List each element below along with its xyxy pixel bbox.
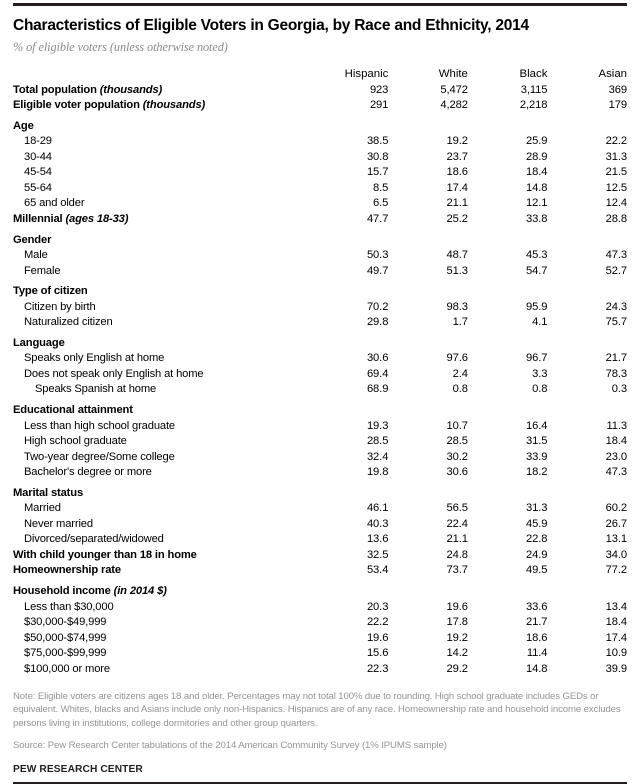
- table-row: [13, 501, 627, 517]
- table-row: [13, 465, 627, 481]
- cell-black: [468, 584, 548, 600]
- cell-asian: [547, 403, 627, 419]
- cell-black: 31.3: [526, 502, 548, 515]
- row-label: 65 and older: [24, 197, 85, 210]
- cell-asian: 369: [608, 83, 627, 96]
- cell-hispanic: 49.7: [366, 264, 389, 277]
- table-row: [13, 351, 627, 367]
- cell-white: [388, 284, 468, 300]
- row-label: Less than high school graduate: [24, 419, 175, 432]
- cell-white: [388, 584, 468, 600]
- cell-white: 73.7: [446, 564, 468, 577]
- cell-black: 18.2: [526, 466, 548, 479]
- cell-white: 1.7: [452, 316, 468, 329]
- cell-white: [388, 403, 468, 419]
- cell-hispanic: 13.6: [366, 533, 389, 546]
- cell-hispanic: 22.3: [366, 662, 389, 675]
- row-label: Total population (thousands): [13, 83, 163, 96]
- row-label: Marital status: [13, 486, 84, 499]
- cell-black: 14.8: [526, 181, 548, 194]
- cell-white: 5,472: [440, 83, 468, 96]
- cell-hispanic: 19.8: [366, 466, 389, 479]
- organization-name: PEW RESEARCH CENTER: [13, 763, 143, 775]
- table-row: [13, 300, 627, 316]
- cell-black: 33.6: [526, 600, 548, 613]
- cell-asian: 23.0: [605, 450, 627, 463]
- cell-black: 24.9: [526, 548, 548, 561]
- row-label: Naturalized citizen: [24, 316, 113, 329]
- cell-black: 14.8: [526, 662, 548, 675]
- cell-asian: 11.3: [606, 419, 627, 432]
- cell-hispanic: [309, 336, 389, 352]
- table-section-row: [13, 233, 627, 249]
- cell-black: 25.9: [526, 135, 548, 148]
- cell-black: [468, 403, 548, 419]
- table-row: [13, 196, 627, 212]
- row-label: Bachelor's degree or more: [24, 466, 152, 479]
- table-row: [13, 646, 627, 662]
- cell-asian: 10.9: [605, 647, 627, 660]
- cell-white: 29.2: [446, 662, 468, 675]
- row-label: Divorced/separated/widowed: [24, 533, 164, 546]
- column-header-hispanic: Hispanic: [344, 68, 389, 81]
- cell-hispanic: 15.6: [366, 647, 389, 660]
- table-row: [13, 367, 627, 383]
- row-label: Citizen by birth: [24, 300, 96, 313]
- cell-white: 10.7: [446, 419, 468, 432]
- table-row: [13, 662, 627, 678]
- cell-black: 3.3: [532, 367, 548, 380]
- cell-hispanic: 46.1: [366, 502, 389, 515]
- cell-white: 17.4: [446, 181, 468, 194]
- cell-hispanic: 30.6: [366, 352, 389, 365]
- page-subtitle: % of eligible voters (unless otherwise noted): [13, 40, 228, 55]
- row-label: Two-year degree/Some college: [24, 450, 175, 463]
- table-row: [13, 532, 627, 548]
- cell-white: [388, 486, 468, 502]
- cell-asian: 75.7: [605, 316, 627, 329]
- table-row: [13, 248, 627, 264]
- cell-white: 19.2: [446, 631, 468, 644]
- cell-black: [468, 486, 548, 502]
- cell-asian: 13.1: [605, 533, 627, 546]
- table-row: [13, 563, 627, 579]
- cell-asian: 47.3: [605, 249, 627, 262]
- table-section-row: [13, 336, 627, 352]
- row-label-qualifier: (in 2014 $): [113, 585, 167, 597]
- cell-hispanic: 47.7: [366, 212, 389, 225]
- cell-white: 0.8: [452, 383, 468, 396]
- row-label: Male: [24, 249, 48, 262]
- row-label: $50,000-$74,999: [24, 631, 107, 644]
- row-label: Less than $30,000: [24, 600, 114, 613]
- row-label: Married: [24, 502, 61, 515]
- row-label: Gender: [13, 233, 52, 246]
- cell-white: 2.4: [452, 367, 468, 380]
- cell-white: 97.6: [446, 352, 468, 365]
- cell-black: 12.1: [526, 197, 548, 210]
- cell-asian: 22.2: [605, 135, 627, 148]
- table-row: [13, 83, 627, 99]
- cell-asian: 12.5: [605, 181, 627, 194]
- table-row: [13, 134, 627, 150]
- cell-black: 28.9: [526, 150, 548, 163]
- row-label: 45-54: [24, 166, 52, 179]
- cell-asian: 77.2: [605, 564, 627, 577]
- cell-white: 30.6: [446, 466, 468, 479]
- row-label: Type of citizen: [13, 285, 88, 298]
- cell-black: 3,115: [520, 83, 548, 96]
- cell-asian: 60.2: [605, 502, 627, 515]
- row-label: High school graduate: [24, 435, 127, 448]
- table-row: [13, 212, 627, 228]
- cell-asian: 52.7: [605, 264, 627, 277]
- cell-white: 28.5: [446, 435, 468, 448]
- table-row: [13, 315, 627, 331]
- cell-white: 19.6: [446, 600, 468, 613]
- cell-white: 24.8: [446, 548, 468, 561]
- characteristics-table: [13, 67, 627, 677]
- cell-hispanic: 69.4: [366, 367, 389, 380]
- cell-black: 33.9: [526, 450, 548, 463]
- cell-hispanic: 68.9: [366, 383, 389, 396]
- cell-asian: [547, 336, 627, 352]
- cell-black: 18.6: [526, 631, 548, 644]
- cell-hispanic: 38.5: [366, 135, 389, 148]
- cell-black: 33.8: [526, 212, 548, 225]
- cell-hispanic: [309, 486, 389, 502]
- table-header: [13, 67, 627, 83]
- cell-asian: 18.4: [605, 616, 627, 629]
- row-label: $100,000 or more: [24, 662, 110, 675]
- cell-white: 4,282: [440, 99, 468, 112]
- row-label: 55-64: [24, 181, 52, 194]
- cell-black: 21.7: [526, 616, 548, 629]
- table-row: [13, 434, 627, 450]
- cell-black: [468, 119, 548, 135]
- cell-white: 17.8: [446, 616, 468, 629]
- cell-hispanic: 20.3: [366, 600, 389, 613]
- cell-hispanic: 53.4: [366, 564, 389, 577]
- row-label: 18-29: [24, 135, 52, 148]
- cell-hispanic: 15.7: [366, 166, 389, 179]
- cell-black: 2,218: [519, 99, 548, 112]
- cell-asian: 26.7: [605, 517, 627, 530]
- cell-asian: 21.7: [605, 352, 627, 365]
- cell-asian: 13.4: [605, 600, 627, 613]
- cell-asian: 28.8: [605, 212, 627, 225]
- cell-white: 14.2: [446, 647, 468, 660]
- row-label: Never married: [24, 517, 93, 530]
- row-label: With child younger than 18 in home: [13, 548, 197, 561]
- cell-asian: 0.3: [611, 383, 627, 396]
- cell-hispanic: 19.6: [366, 631, 389, 644]
- table-section-row: [13, 284, 627, 300]
- cell-hispanic: [309, 119, 389, 135]
- page-title: Characteristics of Eligible Voters in Georgia, by Race and Ethnicity, 2014: [13, 17, 529, 34]
- column-header-black: Black: [519, 68, 548, 81]
- cell-asian: 179: [608, 99, 627, 112]
- cell-hispanic: 70.2: [366, 300, 389, 313]
- cell-asian: 24.3: [605, 300, 627, 313]
- cell-black: [468, 336, 548, 352]
- cell-black: 95.9: [526, 300, 548, 313]
- column-header-white: White: [438, 68, 468, 81]
- cell-asian: 21.5: [605, 166, 627, 179]
- table-row: [13, 165, 627, 181]
- cell-white: 22.4: [446, 517, 468, 530]
- cell-white: 18.6: [446, 166, 468, 179]
- cell-black: [468, 233, 548, 249]
- cell-black: 11.4: [526, 647, 548, 660]
- cell-asian: 12.4: [605, 197, 627, 210]
- cell-white: 21.1: [446, 533, 468, 546]
- cell-hispanic: 29.8: [366, 316, 389, 329]
- row-label: $30,000-$49,999: [24, 616, 107, 629]
- cell-black: 45.3: [526, 249, 548, 262]
- row-label-qualifier: (thousands): [142, 99, 206, 112]
- cell-hispanic: 19.3: [366, 419, 389, 432]
- cell-asian: [547, 233, 627, 249]
- row-label: Homeownership rate: [13, 564, 121, 577]
- row-label: Eligible voter population (thousands): [13, 99, 206, 112]
- table-header-row: [13, 67, 627, 83]
- row-label: Household income (in 2014 $): [13, 585, 167, 597]
- cell-black: 4.1: [532, 316, 548, 329]
- cell-black: 18.4: [526, 166, 548, 179]
- cell-asian: [547, 119, 627, 135]
- cell-white: 21.1: [446, 197, 468, 210]
- row-label: 30-44: [24, 150, 52, 163]
- table-section-row: [13, 119, 627, 135]
- cell-hispanic: [309, 584, 389, 600]
- cell-hispanic: 923: [369, 83, 389, 96]
- cell-white: 56.5: [446, 502, 468, 515]
- table-section-row: [13, 403, 627, 419]
- table-row: [13, 517, 627, 533]
- cell-black: 16.4: [526, 419, 548, 432]
- footnote-source: Source: Pew Research Center tabulations of the 2014 American Community Survey (1% IPUMS sample): [13, 739, 447, 751]
- cell-white: 23.7: [446, 150, 468, 163]
- cell-hispanic: 6.5: [373, 197, 389, 210]
- cell-asian: 39.9: [605, 662, 627, 675]
- cell-hispanic: 40.3: [366, 517, 389, 530]
- cell-black: [468, 284, 548, 300]
- table-section-row: [13, 584, 627, 600]
- cell-white: 25.2: [446, 212, 468, 225]
- cell-asian: [547, 486, 627, 502]
- column-header-asian: Asian: [598, 68, 627, 81]
- cell-black: 96.7: [526, 352, 548, 365]
- cell-hispanic: [309, 284, 389, 300]
- cell-hispanic: 50.3: [366, 249, 389, 262]
- cell-white: 48.7: [446, 249, 468, 262]
- cell-white: 30.2: [446, 450, 468, 463]
- cell-asian: 47.3: [605, 466, 627, 479]
- table-row: [13, 615, 627, 631]
- table-row: [13, 150, 627, 166]
- cell-white: [388, 336, 468, 352]
- table-row: [13, 98, 627, 114]
- row-label: Speaks only English at home: [24, 352, 165, 365]
- top-divider: [13, 3, 627, 6]
- cell-asian: 17.4: [605, 631, 627, 644]
- table-row: [13, 382, 627, 398]
- cell-white: [388, 119, 468, 135]
- table-row: [13, 264, 627, 280]
- cell-asian: 18.4: [605, 435, 627, 448]
- cell-hispanic: 30.8: [366, 150, 389, 163]
- table-row: [13, 419, 627, 435]
- footnote-note: Note: Eligible voters are citizens ages 18 and older. Percentages may not total 100% due to rounding. High school graduate includes GEDs or equivalent. Whites, blacks and Asians include only non-Hispanics. Hispanics are of any race. Homeownership rate and household income excludes persons living in institutions, college dormitories and other group quarters.: [13, 691, 621, 729]
- row-label: Millennial (ages 18-33): [13, 212, 129, 225]
- row-label: Female: [24, 264, 61, 277]
- cell-hispanic: 32.4: [366, 450, 389, 463]
- table-row: [13, 450, 627, 466]
- cell-hispanic: 32.5: [366, 548, 389, 561]
- cell-white: 98.3: [446, 300, 468, 313]
- cell-white: [388, 233, 468, 249]
- row-label: $75,000-$99,999: [24, 647, 107, 660]
- table-row: [13, 181, 627, 197]
- cell-hispanic: [309, 403, 389, 419]
- cell-black: 45.9: [526, 517, 548, 530]
- row-label-qualifier: (ages 18-33): [65, 212, 129, 225]
- table-row: [13, 631, 627, 647]
- table-section-row: [13, 486, 627, 502]
- cell-asian: 34.0: [605, 548, 627, 561]
- cell-hispanic: 22.2: [366, 616, 389, 629]
- row-label: Educational attainment: [13, 403, 133, 416]
- cell-black: 54.7: [526, 264, 548, 277]
- cell-hispanic: 8.5: [373, 181, 389, 194]
- table-body: [13, 83, 627, 678]
- cell-black: 0.8: [532, 383, 548, 396]
- cell-black: 49.5: [526, 564, 548, 577]
- cell-asian: [547, 284, 627, 300]
- cell-white: 51.3: [446, 264, 468, 277]
- row-label: Speaks Spanish at home: [35, 383, 157, 396]
- cell-asian: [547, 584, 627, 600]
- column-header-label: [13, 67, 309, 83]
- table-row: [13, 600, 627, 616]
- row-label: Does not speak only English at home: [24, 367, 204, 380]
- row-label: Language: [13, 336, 65, 349]
- cell-white: 19.2: [446, 135, 468, 148]
- cell-asian: 31.3: [605, 150, 627, 163]
- row-label: Age: [13, 119, 34, 132]
- row-label-qualifier: (thousands): [99, 83, 163, 96]
- table-row: [13, 548, 627, 564]
- cell-hispanic: 28.5: [366, 435, 389, 448]
- cell-hispanic: [309, 233, 389, 249]
- cell-asian: 78.3: [605, 367, 627, 380]
- cell-black: 31.5: [526, 435, 548, 448]
- infographic-table-page: [0, 3, 640, 775]
- cell-black: 22.8: [526, 533, 548, 546]
- cell-hispanic: 291: [369, 99, 389, 112]
